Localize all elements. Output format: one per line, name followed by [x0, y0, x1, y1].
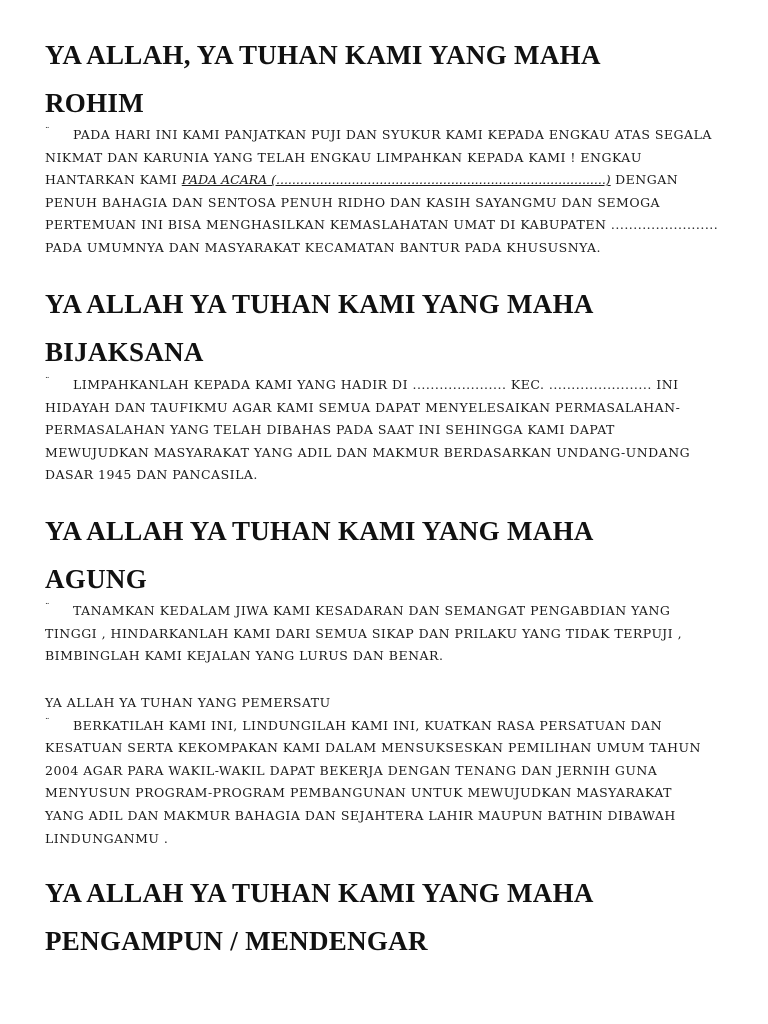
paragraph-line: YANG ADIL DAN MAKMUR BAHAGIA DAN SEJAHTERA LAHIR MAUPUN BATHIN DIBAWAH: [45, 807, 676, 823]
bullet-icon: ¨: [45, 717, 50, 728]
paragraph-pemersatu: [45, 692, 735, 850]
paragraph-line: MENYUSUN PROGRAM-PROGRAM PEMBANGUNAN UNTUK MEWUJUDKAN MASYARAKAT: [45, 785, 672, 801]
bullet-icon: ¨: [45, 127, 50, 137]
heading-line: YA ALLAH, YA TUHAN KAMI YANG MAHA: [45, 40, 601, 70]
paragraph-line: ¨ BERKATILAH KAMI INI, LINDUNGILAH KAMI INI, KUATKAN RASA PERSATUAN DAN: [45, 715, 735, 738]
heading-line: BIJAKSANA: [45, 337, 204, 367]
paragraph-line: DASAR 1945 DAN PANCASILA.: [45, 467, 258, 483]
heading-bijaksana: [45, 280, 745, 376]
paragraph-line: HIDAYAH DAN TAUFIKMU AGAR KAMI SEMUA DAPAT MENYELESAIKAN PERMASALAHAN-: [45, 399, 681, 415]
heading-line: YA ALLAH YA TUHAN KAMI YANG MAHA: [45, 878, 594, 908]
paragraph-line: PERTEMUAN INI BISA MENGHASILKAN KEMASLAHATAN UMAT DI KABUPATEN ........................: [45, 217, 719, 233]
bullet-icon: ¨: [45, 603, 50, 613]
paragraph-agung: [45, 600, 735, 668]
paragraph-line: ¨ LIMPAHKANLAH KEPADA KAMI YANG HADIR DI ..................... KEC. ....................... INI: [45, 374, 735, 397]
paragraph-line: ¨ TANAMKAN KEDALAM JIWA KAMI KESADARAN DAN SEMANGAT PENGABDIAN YANG: [45, 600, 735, 623]
heading-agung: [45, 507, 745, 603]
heading-pengampun: [45, 869, 745, 965]
heading-line: YA ALLAH YA TUHAN KAMI YANG MAHA: [45, 516, 594, 546]
heading-line: PENGAMPUN / MENDENGAR: [45, 926, 428, 956]
paragraph-line: BIMBINGLAH KAMI KEJALAN YANG LURUS DAN BENAR.: [45, 648, 444, 664]
heading-rohim: [45, 31, 745, 127]
paragraph-line: HANTARKAN KAMI PADA ACARA (...................................................................................) DENGAN: [45, 172, 679, 188]
event-blank: PADA ACARA (...................................................................................): [181, 172, 611, 188]
heading-line: YA ALLAH YA TUHAN KAMI YANG MAHA: [45, 289, 594, 319]
paragraph-rohim: [45, 124, 735, 260]
paragraph-line: TINGGI , HINDARKANLAH KAMI DARI SEMUA SIKAP DAN PRILAKU YANG TIDAK TERPUJI ,: [45, 625, 683, 641]
paragraph-line: PERMASALAHAN YANG TELAH DIBAHAS PADA SAAT INI SEHINGGA KAMI DAPAT: [45, 422, 615, 438]
paragraph-line: 2004 AGAR PARA WAKIL-WAKIL DAPAT BEKERJA DENGAN TENANG DAN JERNIH GUNA: [45, 762, 658, 778]
paragraph-line: LINDUNGANMU .: [45, 830, 169, 846]
bullet-icon: ¨: [45, 377, 50, 387]
paragraph-bijaksana: [45, 374, 735, 487]
paragraph-line: PENUH BAHAGIA DAN SENTOSA PENUH RIDHO DAN KASIH SAYANGMU DAN SEMOGA: [45, 194, 661, 210]
paragraph-line: NIKMAT DAN KARUNIA YANG TELAH ENGKAU LIMPAHKAN KEPADA KAMI ! ENGKAU: [45, 149, 642, 165]
paragraph-line: MEWUJUDKAN MASYARAKAT YANG ADIL DAN MAKMUR BERDASARKAN UNDANG-UNDANG: [45, 444, 691, 460]
paragraph-line: PADA UMUMNYA DAN MASYARAKAT KECAMATAN BANTUR PADA KHUSUSNYA.: [45, 239, 601, 255]
paragraph-line: KESATUAN SERTA KEKOMPAKAN KAMI DALAM MENSUKSESKAN PEMILIHAN UMUM TAHUN: [45, 740, 701, 756]
paragraph-line: ¨ PADA HARI INI KAMI PANJATKAN PUJI DAN SYUKUR KAMI KEPADA ENGKAU ATAS SEGALA: [45, 124, 735, 147]
heading-line: ROHIM: [45, 88, 144, 118]
subheading-pemersatu: YA ALLAH YA TUHAN YANG PEMERSATU: [45, 695, 331, 710]
heading-line: AGUNG: [45, 564, 147, 594]
